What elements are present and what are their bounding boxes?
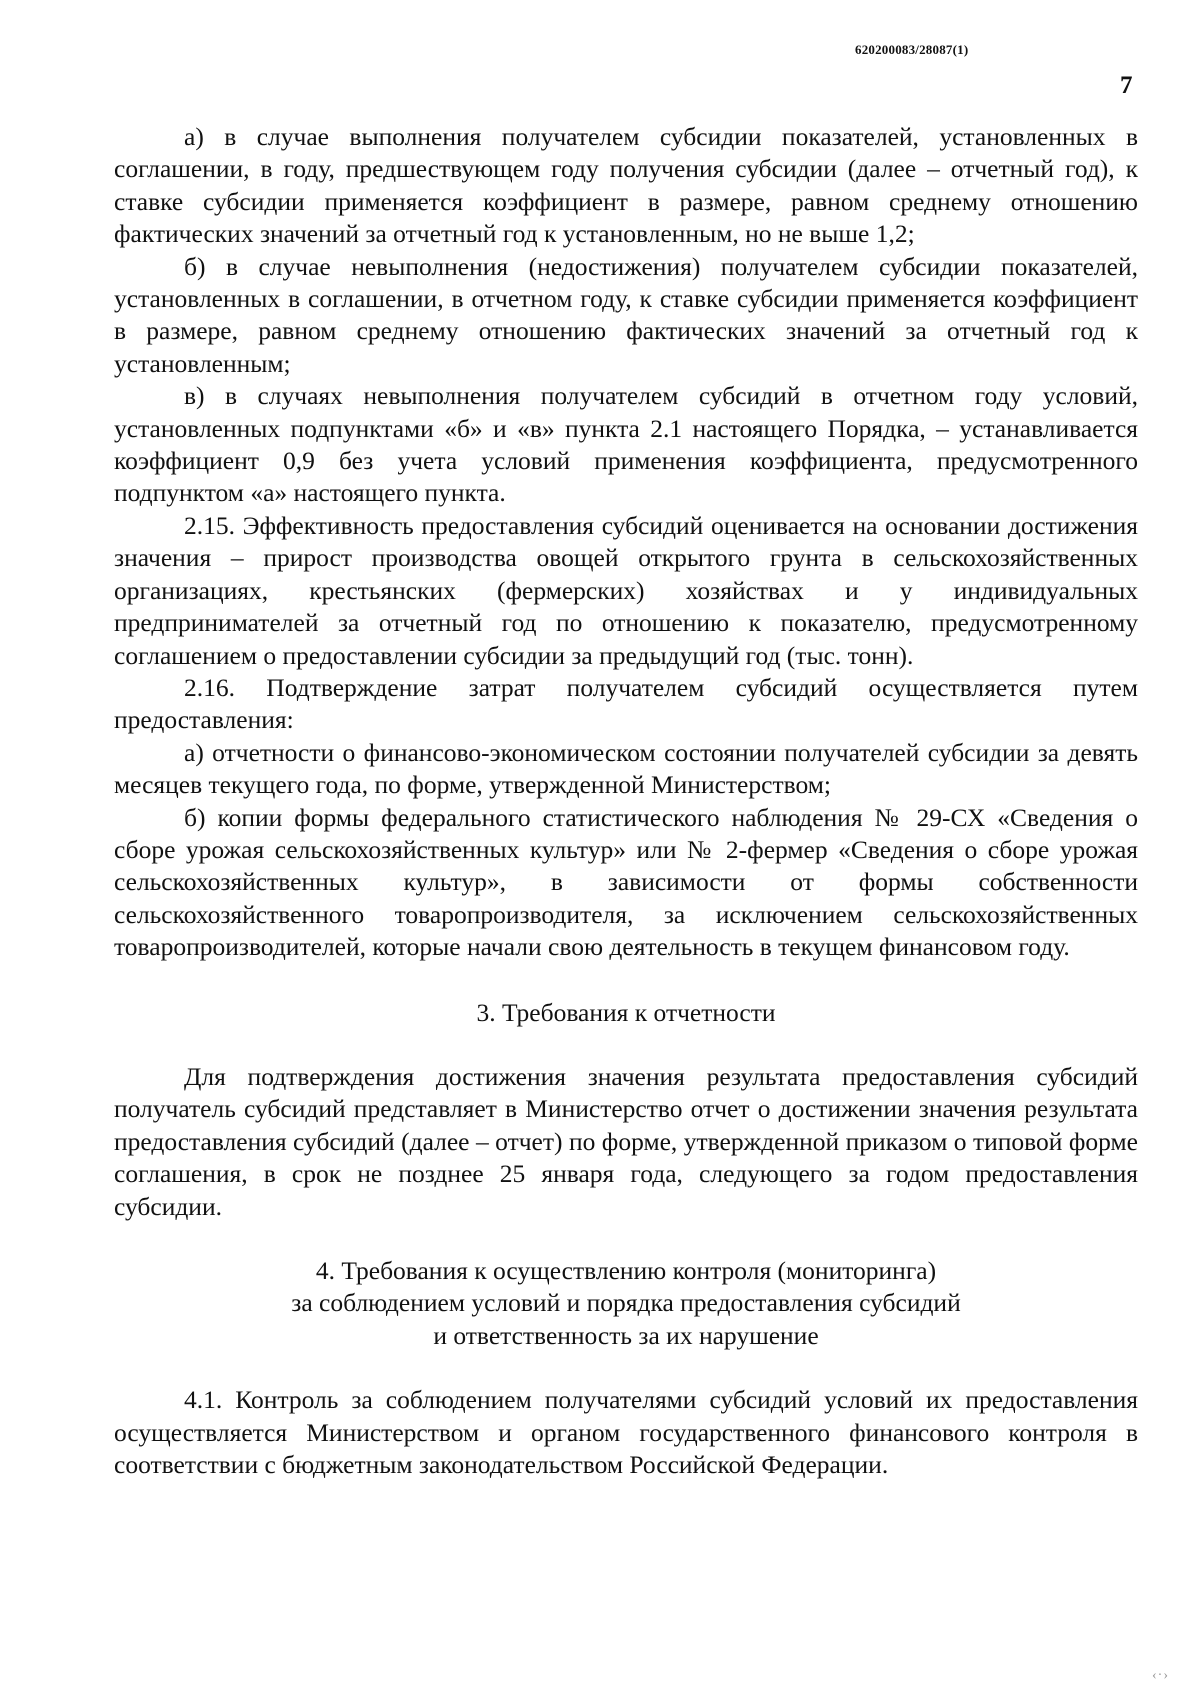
section-4-heading-line: 4. Требования к осуществлению контроля (мониторинга) [315, 1256, 937, 1285]
paragraph-2-14-a: а) в случае выполнения получателем субсидии показателей, установленных в соглашении, в году, предшествующем году получения субсидии (далее – отчетный год), к ставке субсидии применяется коэффициент в размере, равном среднему отношению фактических значений за отчетный год к установленным, но не выше 1,2; [114, 122, 1138, 249]
section-3-heading: 3. Требования к отчетности [476, 997, 776, 1027]
paragraph-2-16-a: а) отчетности о финансово-экономическом состоянии получателей субсидии за девять месяцев текущего года, по форме, утвержденной Министерством; [114, 737, 1138, 800]
section-3-paragraph: Для подтверждения достижения значения результата предоставления субсидий получатель субсидий представляет в Министерство отчет о достижении значения результата предоставления субсидий (далее – отчет) по форме, утвержденной приказом о типовой форме соглашения, в срок не позднее 25 января года, следующего за годом предоставления субсидии. [114, 1061, 1138, 1221]
section-4-heading [114, 1255, 1138, 1352]
section-4-heading-line: за соблюдением условий и порядка предоставления субсидий [291, 1288, 961, 1318]
page-number: 7 [1120, 72, 1133, 99]
paragraph-2-16: 2.16. Подтверждение затрат получателем субсидий осуществляется путем предоставления: [114, 672, 1138, 735]
document-body [114, 121, 1138, 1481]
scan-corner-mark: ‹·› [1152, 1668, 1169, 1683]
paragraph-2-14-v: в) в случаях невыполнения получателем субсидий в отчетном году условий, установленных подпунктами «б» и «в» пункта 2.1 настоящего Порядка, – устанавливается коэффициент 0,9 без учета условий применения коэффициента, предусмотренного подпунктом «а» настоящего пункта. [114, 381, 1138, 508]
paragraph-2-14-b: б) в случае невыполнения (недостижения) получателем субсидии показателей, установленных в соглашении, в отчетном году, к ставке субсидии применяется коэффициент в размере, равном среднему отношению фактических значений за отчетный год к установленным; [114, 251, 1138, 378]
paragraph-2-16-b: б) копии формы федерального статистического наблюдения № 29-СХ «Сведения о сборе урожая сельскохозяйственных культур» или № 2-фермер «Сведения о сборе урожая сельскохозяйственных культур», в зависимости от формы собственности сельскохозяйственного товаропроизводителя, за исключением сельскохозяйственных товаропроизводителей, которые начали свою деятельность в текущем финансовом году. [114, 802, 1138, 962]
paragraph-2-15: 2.15. Эффективность предоставления субсидий оценивается на основании достижения значения – прирост производства овощей открытого грунта в сельскохозяйственных организациях, крестьянских (фермерских) хозяйствах и у индивидуальных предпринимателей за отчетный год по отношению к показателю, предусмотренному соглашением о предоставлении субсидии за предыдущий год (тыс. тонн). [114, 510, 1138, 670]
document-id: 620200083/28087(1) [855, 42, 969, 57]
section-4-heading-line: и ответственность за их нарушение [433, 1320, 819, 1350]
paragraph-4-1: 4.1. Контроль за соблюдением получателями субсидий условий их предоставления осуществляется Министерством и органом государственного финансового контроля в соответствии с бюджетным законодательством Российской Федерации. [114, 1385, 1138, 1480]
